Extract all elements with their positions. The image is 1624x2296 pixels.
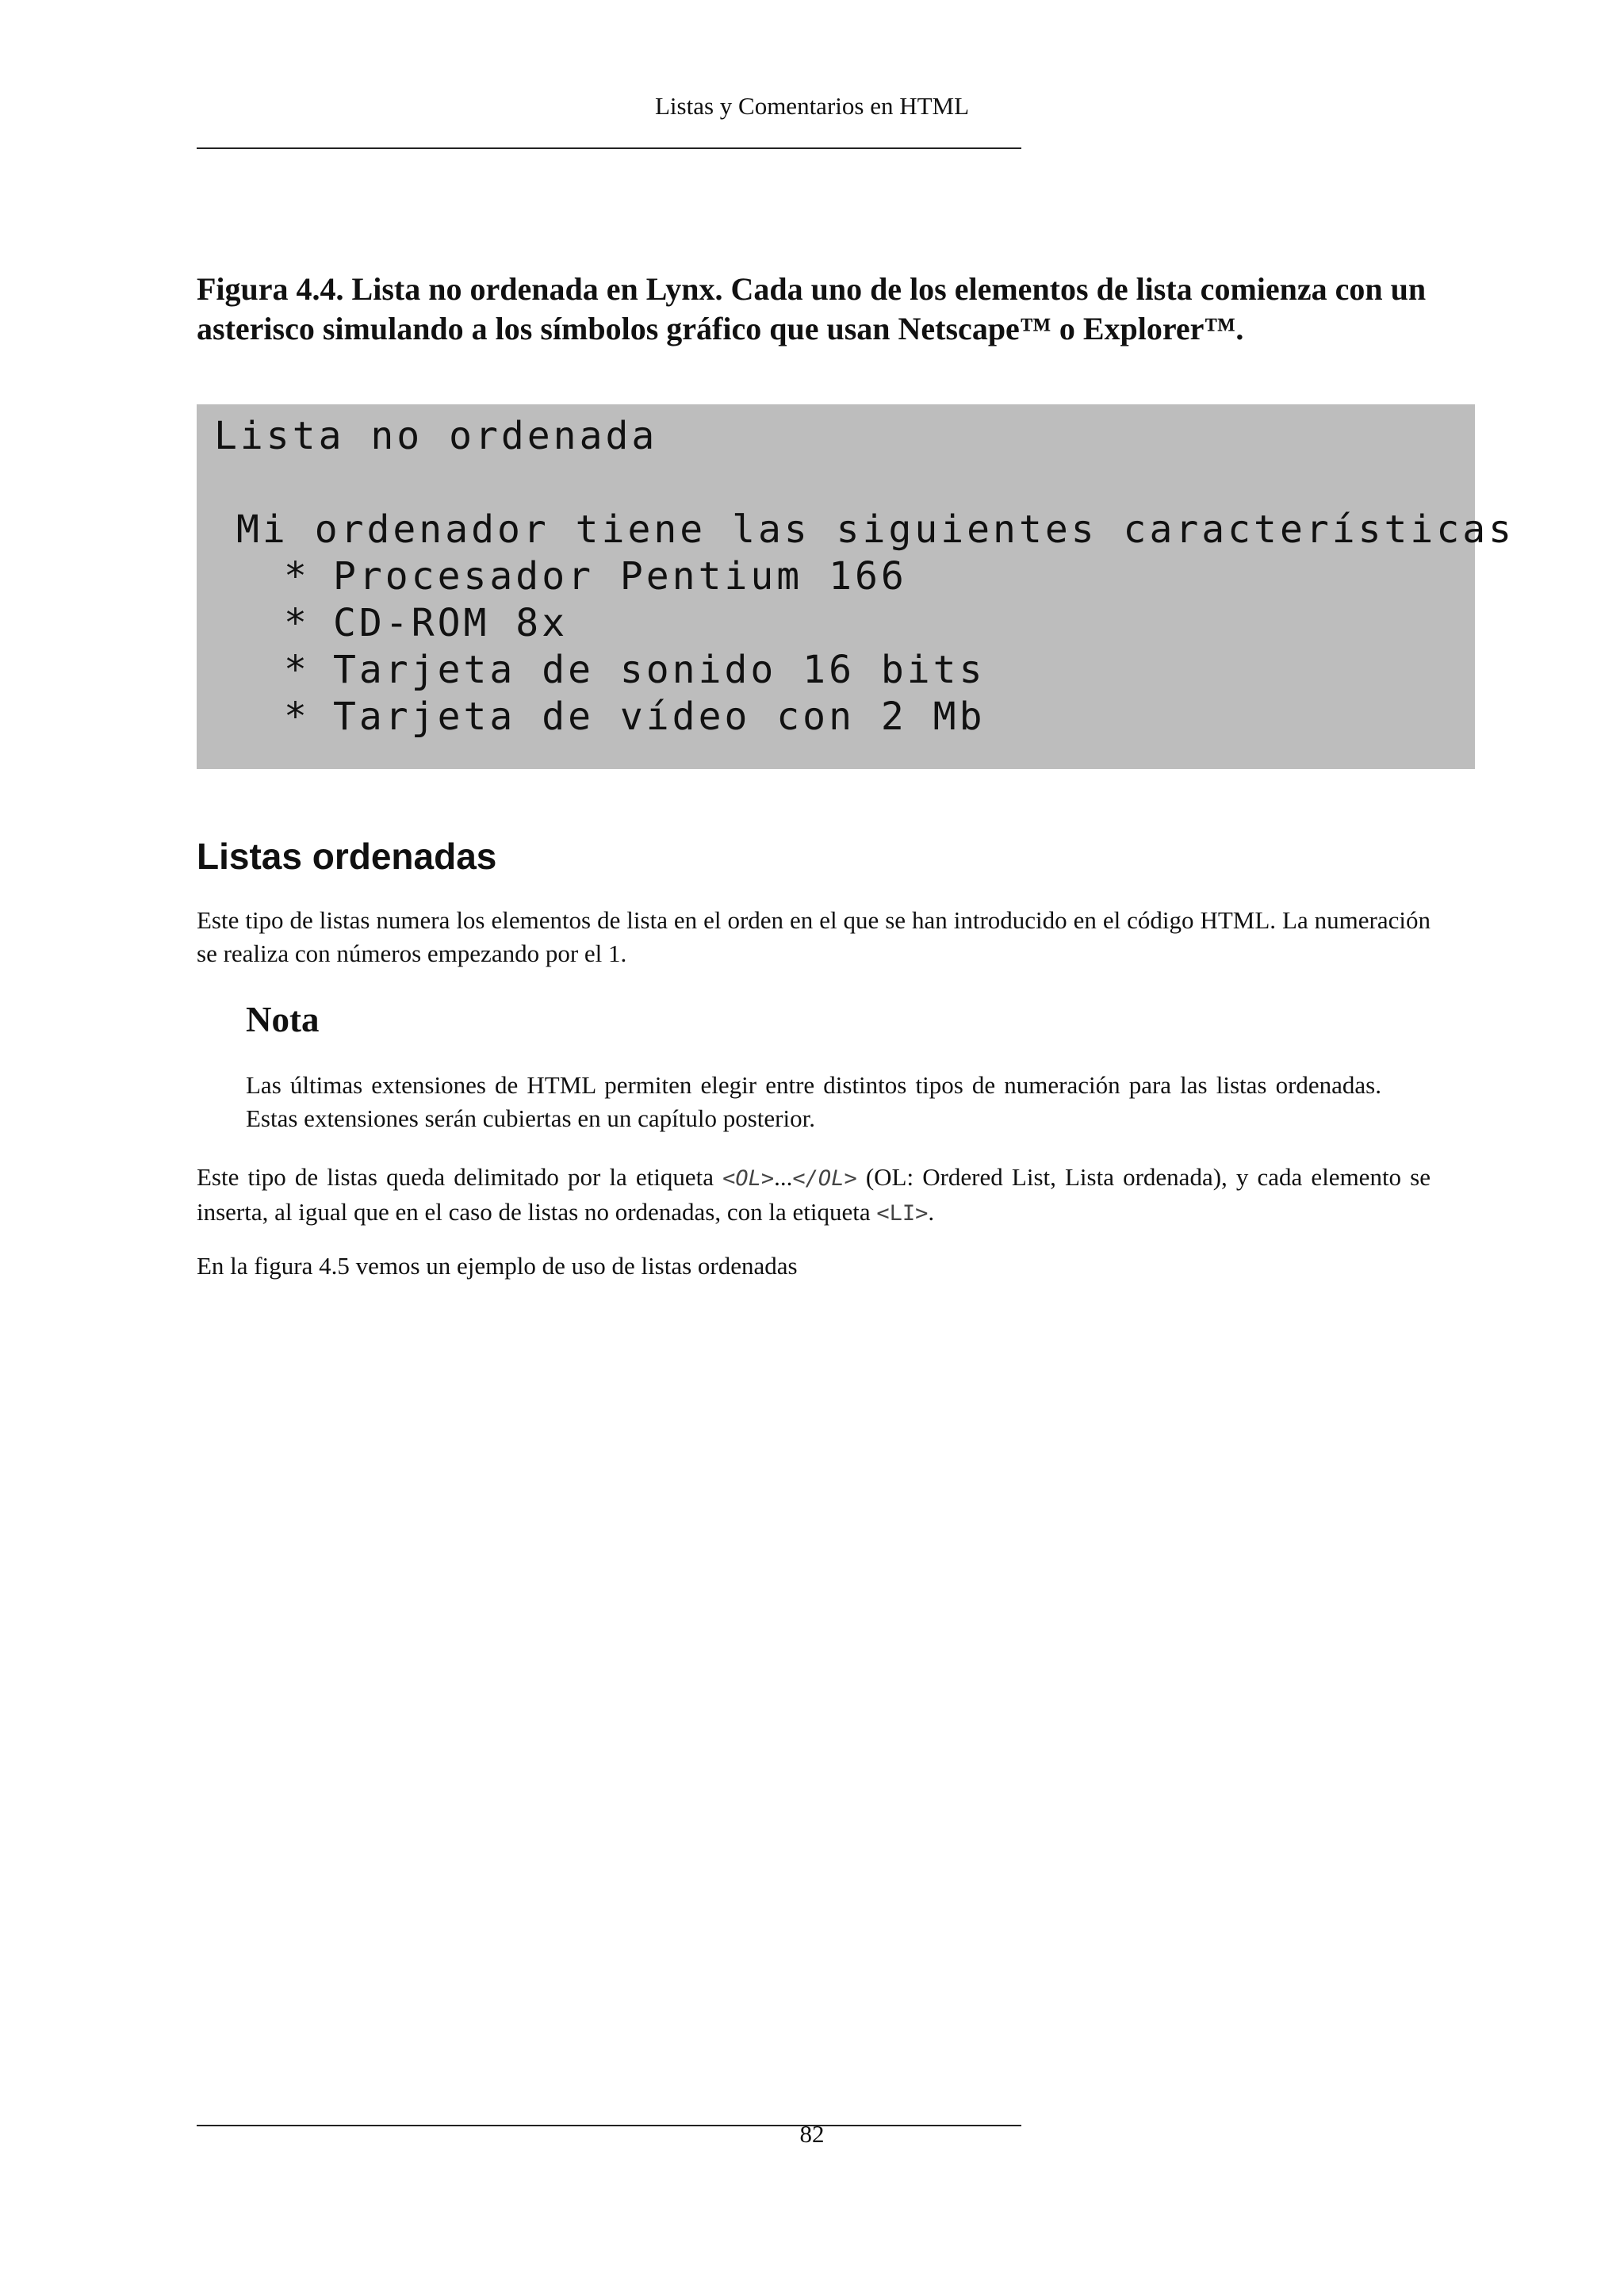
figure-label: Figura 4.4.: [197, 271, 344, 307]
figure-caption-text: Lista no ordenada en Lynx. Cada uno de los elementos de lista comienza con un asterisco simulando a los símbolos gráfico que usan Netscape™ o Explorer™.: [197, 271, 1427, 346]
lynx-list-item: Tarjeta de sonido 16 bits: [333, 648, 986, 692]
note-body: Las últimas extensiones de HTML permiten elegir entre distintos tipos de numeración para las listas ordenadas. Estas extensiones serán cubiertas en un capítulo posterior.: [246, 1071, 1381, 1132]
note-title: Nota: [246, 1000, 320, 1039]
paragraph-text: .: [928, 1198, 935, 1226]
figure-caption: [197, 270, 1442, 349]
page-number: 82: [799, 2120, 825, 2148]
header-rule: [197, 147, 1021, 149]
paragraph-figure-ref: En la figura 4.5 vemos un ejemplo de uso de listas ordenadas: [197, 1252, 798, 1280]
lynx-list-item: Tarjeta de vídeo con 2 Mb: [333, 695, 986, 739]
code-li: <LI>: [876, 1201, 929, 1226]
lynx-bullet: *: [284, 648, 310, 692]
paragraph-text: Este tipo de listas queda delimitado por la etiqueta: [197, 1163, 723, 1191]
lynx-bullet: *: [284, 554, 310, 599]
lynx-list-item: CD-ROM 8x: [333, 601, 569, 645]
code-ol-open: <OL>: [722, 1166, 775, 1191]
lynx-page-title: Lista no ordenada: [214, 414, 658, 458]
paragraph-text: (OL: Ordered List, Lista ordenada), y cada elemento se inserta, al igual que en el caso de listas no ordenadas, con la etiqueta: [197, 1163, 1431, 1226]
running-header: Listas y Comentarios en HTML: [654, 92, 970, 120]
lynx-intro-line: Mi ordenador tiene las siguientes características: [236, 507, 1515, 552]
lynx-bullet: *: [284, 695, 310, 739]
paragraph-intro: Este tipo de listas numera los elementos de lista en el orden en el que se han introducido en el código HTML. La numeración se realiza con números empezando por el 1.: [197, 906, 1431, 967]
section-heading: Listas ordenadas: [197, 836, 497, 877]
lynx-bullet: *: [284, 601, 310, 645]
paragraph-text: ...: [774, 1163, 793, 1191]
lynx-screenshot: [197, 404, 1515, 769]
code-ol-close: </OL>: [792, 1166, 857, 1191]
lynx-list-item: Procesador Pentium 166: [333, 554, 907, 599]
paragraph-ol-tag: [197, 1161, 1431, 1230]
